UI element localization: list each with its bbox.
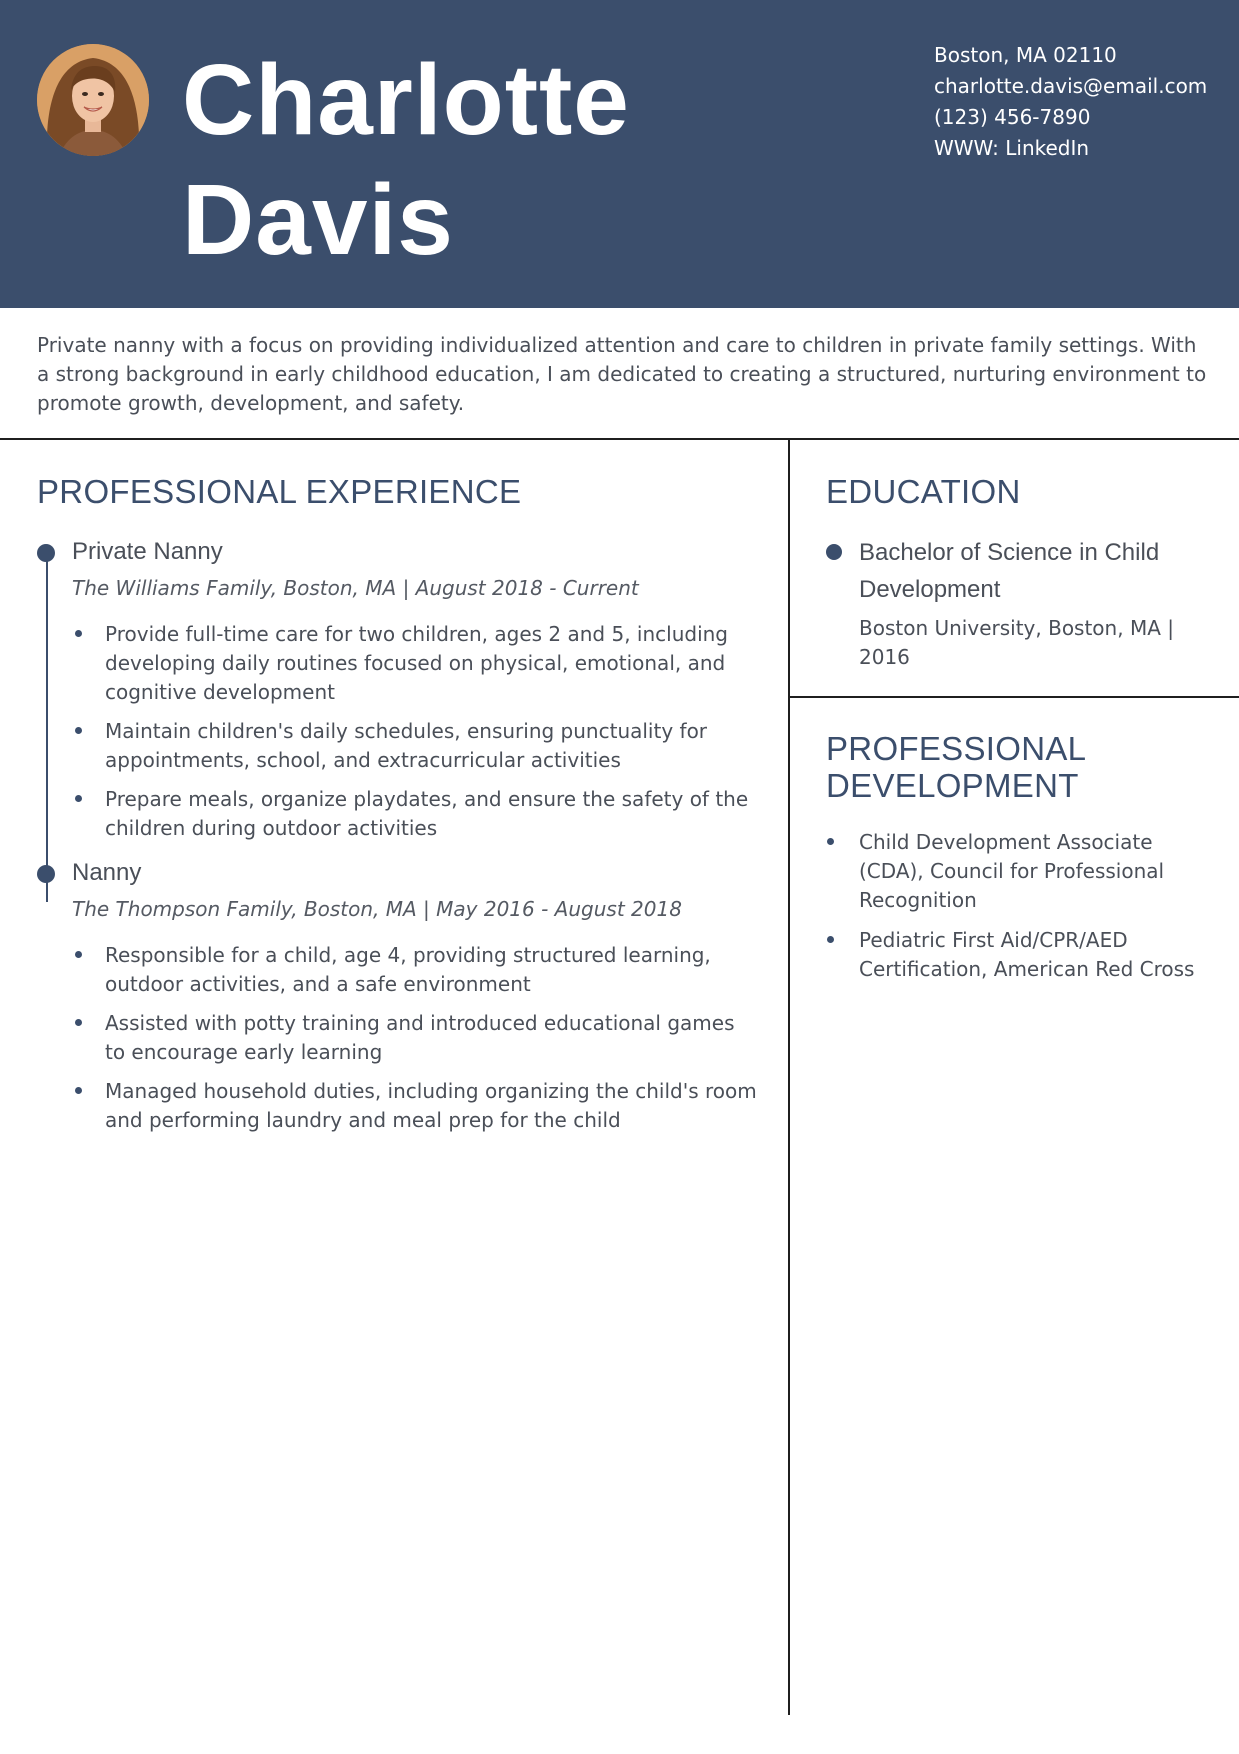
education-dot bbox=[826, 544, 842, 560]
contact-info bbox=[934, 40, 1207, 164]
job-bullets bbox=[72, 941, 757, 1135]
column-divider bbox=[788, 439, 790, 1715]
summary-text: Private nanny with a focus on providing individualized attention and care to children in private family settings. With a strong background in early childhood education, I am dedicated to creating a structured, nurturing environment to promote growth, development, and safety. bbox=[37, 333, 1207, 415]
bullet-icon bbox=[827, 936, 834, 943]
experience-section bbox=[37, 534, 757, 1145]
job-title: Private Nanny bbox=[72, 538, 223, 565]
job-bullet bbox=[72, 941, 757, 999]
bullet-text: Maintain children's daily schedules, ensuring punctuality for appointments, school, and extracurricular activities bbox=[105, 719, 708, 772]
job-meta: The Thompson Family, Boston, MA | May 2016 - August 2018 bbox=[72, 897, 682, 921]
job-title: Nanny bbox=[72, 859, 142, 886]
education-degree: Bachelor of Science in Child Development bbox=[859, 539, 1160, 603]
contact-website[interactable]: WWW: LinkedIn bbox=[934, 136, 1090, 160]
experience-heading: PROFESSIONAL EXPERIENCE bbox=[37, 473, 522, 510]
job-bullet bbox=[72, 717, 757, 775]
contact-phone[interactable]: (123) 456-7890 bbox=[934, 105, 1091, 129]
development-item-text: Child Development Associate (CDA), Council for Professional Recognition bbox=[859, 830, 1165, 912]
development-heading bbox=[826, 730, 1086, 804]
first-name: Charlotte bbox=[182, 44, 630, 156]
bullet-icon bbox=[75, 795, 82, 802]
contact-address: Boston, MA 02110 bbox=[934, 43, 1117, 67]
education-heading: EDUCATION bbox=[826, 473, 1021, 510]
education-entry bbox=[826, 534, 1206, 672]
bullet-text: Managed household duties, including organizing the child's room and performing laundry and meal prep for the child bbox=[105, 1079, 757, 1132]
profile-photo bbox=[37, 44, 149, 156]
bullet-text: Responsible for a child, age 4, providing structured learning, outdoor activities, and a safe environment bbox=[105, 943, 711, 996]
right-column-divider bbox=[790, 696, 1239, 698]
development-heading-line1: PROFESSIONAL bbox=[826, 730, 1087, 767]
header-banner bbox=[0, 0, 1239, 308]
bullet-icon bbox=[827, 838, 834, 845]
job-bullet bbox=[72, 1077, 757, 1135]
job-meta: The Williams Family, Boston, MA | August 2018 - Current bbox=[72, 576, 639, 600]
job-bullet bbox=[72, 1009, 757, 1067]
development-item bbox=[826, 926, 1206, 984]
job-bullet bbox=[72, 620, 757, 707]
development-item-text: Pediatric First Aid/CPR/AED Certification, American Red Cross bbox=[859, 928, 1195, 981]
section-divider bbox=[0, 438, 1239, 440]
candidate-name bbox=[182, 40, 630, 280]
bullet-text: Prepare meals, organize playdates, and ensure the safety of the children during outdoor activities bbox=[105, 787, 749, 840]
bullet-icon bbox=[75, 1087, 82, 1094]
timeline-dot bbox=[37, 865, 55, 883]
education-section bbox=[826, 534, 1206, 672]
development-section bbox=[826, 828, 1206, 995]
portrait-illustration bbox=[37, 44, 149, 156]
development-list bbox=[826, 828, 1206, 984]
bullet-icon bbox=[75, 727, 82, 734]
job-bullets bbox=[72, 620, 757, 843]
job-entry bbox=[37, 534, 757, 843]
development-heading-line2: DEVELOPMENT bbox=[826, 767, 1079, 804]
bullet-text: Assisted with potty training and introduced educational games to encourage early learning bbox=[105, 1011, 735, 1064]
bullet-icon bbox=[75, 1019, 82, 1026]
bullet-text: Provide full-time care for two children, ages 2 and 5, including developing daily routines focused on physical, emotional, and cognitive development bbox=[105, 622, 728, 704]
job-entry bbox=[37, 855, 757, 1135]
development-item bbox=[826, 828, 1206, 915]
timeline-dot bbox=[37, 544, 55, 562]
education-school: Boston University, Boston, MA | 2016 bbox=[859, 616, 1174, 669]
last-name: Davis bbox=[182, 164, 454, 276]
contact-email[interactable]: charlotte.davis@email.com bbox=[934, 74, 1208, 98]
bullet-icon bbox=[75, 630, 82, 637]
bullet-icon bbox=[75, 951, 82, 958]
job-bullet bbox=[72, 785, 757, 843]
